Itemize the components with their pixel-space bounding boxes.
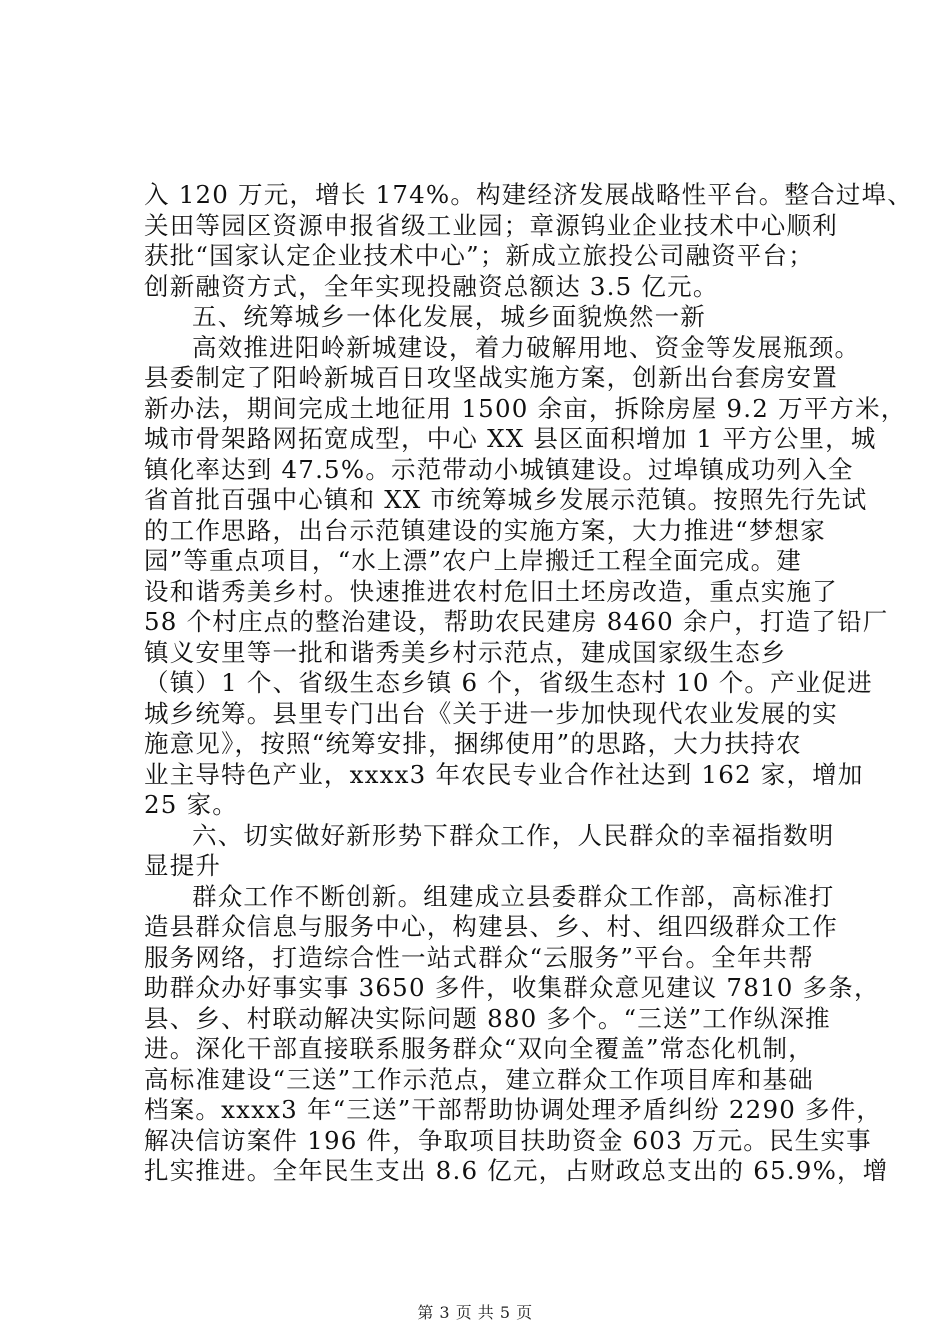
text-line: 解决信访案件 196 件，争取项目扶助资金 603 万元。民生实事 xyxy=(144,1125,872,1155)
text-line: （镇）1 个、省级生态乡镇 6 个，省级生态村 10 个。产业促进 xyxy=(144,668,873,697)
text-line: 镇化率达到 47.5%。示范带动小城镇建设。过埠镇成功列入全 xyxy=(144,454,854,484)
text-line: 创新融资方式，全年实现投融资总额达 3.5 亿元。 xyxy=(144,271,719,301)
text-line: 新办法，期间完成土地征用 1500 余亩，拆除房屋 9.2 万平方米， xyxy=(144,393,907,423)
text-line: 业主导特色产业，xxxx3 年农民专业合作社达到 162 家，增加 xyxy=(144,759,864,789)
text-line: 服务网络，打造综合性一站式群众“云服务”平台。全年共帮 xyxy=(144,942,814,972)
text-line: 进。深化干部直接联系服务群众“双向全覆盖”常态化机制， xyxy=(144,1034,814,1063)
paragraph-start: 高效推进阳岭新城建设，着力破解用地、资金等发展瓶颈。 xyxy=(192,332,861,362)
text-line: 县、乡、村联动解决实际问题 880 多个。“三送”工作纵深推 xyxy=(144,1003,831,1033)
text-line: 高标准建设“三送”工作示范点，建立群众工作项目库和基础 xyxy=(144,1064,814,1094)
section-heading: 五、统筹城乡一体化发展，城乡面貌焕然一新 xyxy=(192,302,706,331)
paragraph-start: 群众工作不断创新。组建成立县委群众工作部，高标准打 xyxy=(192,881,835,911)
text-line: 造县群众信息与服务中心，构建县、乡、村、组四级群众工作 xyxy=(144,912,838,941)
text-line: 关田等园区资源申报省级工业园；章源钨业企业技术中心顺利 xyxy=(144,210,838,240)
text-line: 城乡统筹。县里专门出台《关于进一步加快现代农业发展的实 xyxy=(144,698,838,728)
text-line: 县委制定了阳岭新城百日攻坚战实施方案，创新出台套房安置 xyxy=(144,363,838,392)
text-line: 25 家。 xyxy=(144,790,238,819)
text-line: 省首批百强中心镇和 XX 市统筹城乡发展示范镇。按照先行先试 xyxy=(144,485,868,514)
text-line: 设和谐秀美乡村。快速推进农村危旧土坯房改造，重点实施了 xyxy=(144,576,838,606)
text-line: 档案。xxxx3 年“三送”干部帮助协调处理矛盾纠纷 2290 多件， xyxy=(144,1095,883,1124)
text-line: 58 个村庄点的整治建设，帮助农民建房 8460 余户，打造了铅厂 xyxy=(144,607,889,636)
text-line: 镇义安里等一批和谐秀美乡村示范点，建成国家级生态乡 xyxy=(144,637,787,667)
text-line: 获批“国家认定企业技术中心”；新成立旅投公司融资平台； xyxy=(144,241,814,270)
text-line: 入 120 万元，增长 174%。构建经济发展战略性平台。整合过埠、 xyxy=(144,180,913,209)
body-text xyxy=(144,180,913,1187)
text-line: 城市骨架路网拓宽成型，中心 XX 县区面积增加 1 平方公里，城 xyxy=(144,424,877,453)
section-heading: 六、切实做好新形势下群众工作，人民群众的幸福指数明 xyxy=(192,820,835,850)
text-line: 的工作思路，出台示范镇建设的实施方案，大力推进“梦想家 xyxy=(144,515,826,545)
text-line: 助群众办好事实事 3650 多件，收集群众意见建议 7810 多条， xyxy=(144,973,880,1002)
page-number-footer: 第 3 页 共 5 页 xyxy=(417,1303,533,1322)
text-line: 扎实推进。全年民生支出 8.6 亿元，占财政总支出的 65.9%，增 xyxy=(144,1156,889,1185)
section-heading-continued: 显提升 xyxy=(144,851,222,880)
text-line: 园”等重点项目，“水上漂”农户上岸搬迁工程全面完成。建 xyxy=(144,546,802,575)
text-line: 施意见》，按照“统筹安排，捆绑使用”的思路，大力扶持农 xyxy=(144,729,802,758)
